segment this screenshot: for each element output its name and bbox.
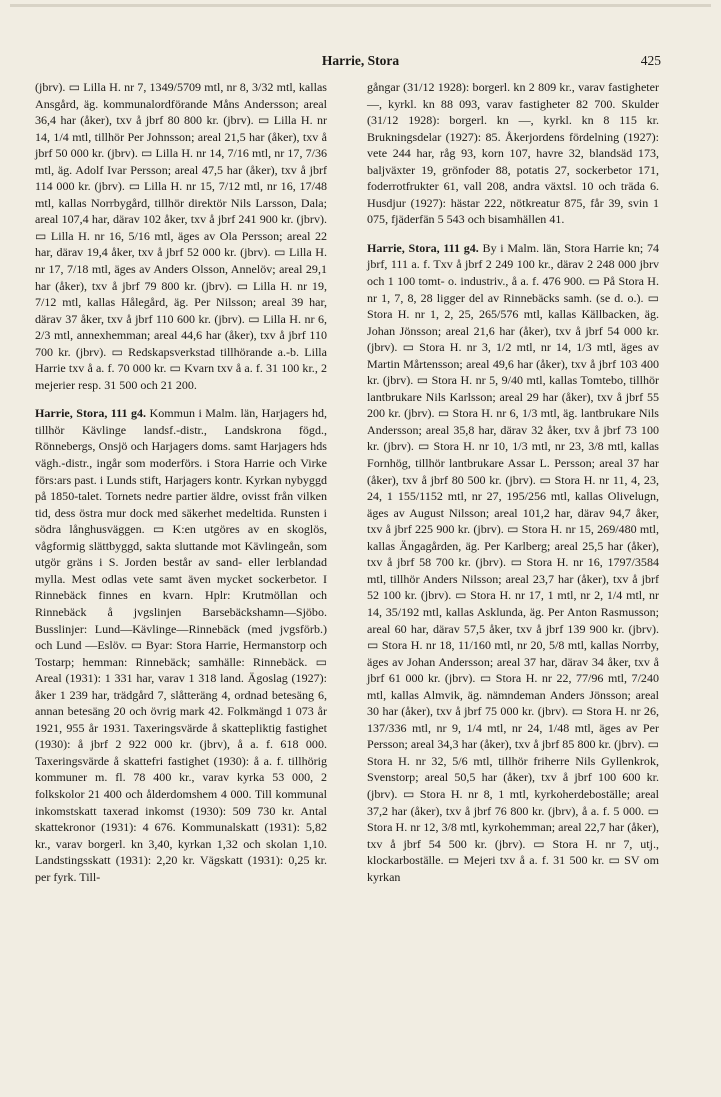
running-title: Harrie, Stora [321, 53, 400, 68]
entry-title-kommun: Harrie, Stora, 111 g4. [35, 406, 147, 421]
left-column [35, 79, 327, 885]
entry-body-by: By i Malm. län, Stora Harrie kn; 74 jbrf, 111 a. f. Txv å jbrf 2 249 100 kr., därav 2 248 000 jbrv och 1 100 tomt- o. industriv., å a. f. 476 900. ▭ På Stora H. nr 1, 7, 8, 28 ligger del av Rinnebäcks samh. (se d. o.). ▭ Stora H. nr 1, 2, 25, 265/576 mtl, kallas Källbacken, äg. Johan Jönsson; areal 21,6 har (åker), txv å jbrf 54 000 kr. (jbrv). ▭ Stora H. nr 3, 1/2 mtl, nr 14, 1/3 mtl, äges av Martin Mårtensson; areal 49,6 har (åker), txv å jbrf 103 400 kr. (jbrv). ▭ Stora H. nr 5, 9/40 mtl, kallas Tomtebo, tillhör lantbrukare Nils Karlsson; areal 29 har (åker), txv å jbrf 55 200 kr. (jbrv). ▭ Stora H. nr 6, 1/3 mtl, äg. lantbrukare Nils Andersson; areal 35,8 har, därav 32 åker, txv å jbrf 73 100 kr. (jbrv). ▭ Stora H. nr 10, 1/3 mtl, nr 23, 3/8 mtl, kallas Fornhög, tillhör lantbrukare Assar L. Persson; areal 37 har (åker), txv å jbrf 80 500 kr. (jbrv). ▭ Stora H. nr 11, 4, 23, 24, 1 155/1152 mtl, nr 27, 195/256 mtl, kallas Olivelugn, äges av August Nilsson; areal 101,2 har, därav 94,7 åker, txv å jbrf 225 900 kr. (jbrv). ▭ Stora H. nr 15, 269/480 mtl, kallas Ängagården, äg. Per Karlberg; areal 25,5 har (åker), txv å jbrf 58 700 kr. (jbrv). ▭ Stora H. nr 16, 1797/3584 mtl, tillhör Anders Nilsson; areal 23,7 har (åker), txv å jbrf 52 100 kr. (jbrv). ▭ Stora H. nr 17, 1 mtl, nr 2, 1/4 mtl, nr 14, 35/192 mtl, kallas Asklunda, äg. Per Anton Rasmusson; areal 60 har, därav 57,5 åker, txv å jbrf 139 900 kr. (jbrv). ▭ Stora H. nr 18, 11/160 mtl, nr 20, 5/8 mtl, kallas Norrby, äges av Johan Andersson; areal 37 har, därav 34 åker, txv å jbrf 61 000 kr. (jbrv). ▭ Stora H. nr 22, 77/96 mtl, 7/240 mtl, kallas Almvik, äg. nämndeman Anders Jönsson; areal 30 har (åker), txv å jbrf 75 000 kr. (jbrv). ▭ Stora H. nr 26, 137/336 mtl, nr 9, 1/4 mtl, nr 24, 1/48 mtl, äges av Per Persson; areal 34,3 har (åker), txv å jbrf 85 800 kr. (jbrv). ▭ Stora H. nr 32, 5/6 mtl, tillhör friherre Nils Gyllenkrok, Svenstorp; areal 50,5 har (åker), txv å jbrf 100 600 kr. (jbrv). ▭ Stora H. nr 8, 1 mtl, kyrkoherdeboställe; areal 37,2 har (åker), txv å jbrf 76 800 kr. (jbrv), å a. f. 5 000. ▭ Stora H. nr 12, 3/8 mtl, kyrkohemman; areal 22,7 har (åker), txv å jbrf 54 500 kr. (jbrv). ▭ Stora H. nr 7, utj., klockarboställe. ▭ Mejeri txv å a. f. 31 500 kr. ▭ SV om kyrkan [367, 240, 660, 884]
left-entry-kommun [35, 405, 327, 885]
right-column [367, 79, 659, 885]
right-paragraph-continuation: gångar (31/12 1928): borgerl. kn 2 809 kr., varav fastigheter —, kyrkl. kn 88 093, varav fastigheter 82 700. Skulder (31/12 1928): borgerl. kn —, kyrkl. kn 8 115 kr. Brukningsdelar (1927): 85. Åkerjordens fördelning (1927): vete 244 har, råg 93, korn 107, havre 32, blandsäd 173, baljväxter 19, grönfoder 88, potatis 27, sockerbetor 171, foderrotfrukter 61, vall 208, andra växtsl. 10 och träda 6. Husdjur (1927): hästar 222, nötkreatur 875, får 39, svin 1 075, fjäderfän 5 543 och bisamhällen 41. [367, 80, 659, 227]
right-entry-by [367, 240, 659, 885]
running-header [0, 53, 721, 71]
page-number: 425 [640, 53, 661, 68]
entry-title-by: Harrie, Stora, 111 g4. [367, 240, 479, 255]
left-paragraph-continuation: (jbrv). ▭ Lilla H. nr 7, 1349/5709 mtl, nr 8, 3/32 mtl, kallas Ansgård, äg. kommunalordförande Måns Andersson; areal 36,4 har (åker), txv å jbrf 80 800 kr. (jbrv). ▭ Lilla H. nr 14, 1/4 mtl, tillhör Per Johnsson; areal 21,5 har (åker), txv å jbrf 50 000 kr. (jbrv). ▭ Lilla H. nr 14, 7/16 mtl, nr 17, 7/36 mtl, äg. Adolf Ivar Persson; areal 47,5 har (åker), txv å jbrf 114 000 kr. (jbrv). ▭ Lilla H. nr 15, 7/12 mtl, nr 16, 17/48 mtl, kallas Norrbygård, tillhör direktör Nils Larsson, Dala; areal 107,4 har, därav 102 åker, txv å jbrf 241 900 kr. (jbrv). ▭ Lilla H. nr 16, 5/16 mtl, äges av Ola Persson; areal 22 har, därav 19,4 åker, txv å jbrf 52 000 kr. (jbrv). ▭ Lilla H. nr 17, 7/18 mtl, äges av Anders Olsson, Annelöv; areal 29,1 har (åker), txv å jbrf 79 800 kr. (jbrv). ▭ Lilla H. nr 19, 7/12 mtl, kallas Hålegård, äg. Per Nilsson; areal 39 har, därav 37 åker, txv å jbrf 110 600 kr. (jbrv). ▭ Lilla H. nr 6, 2/3 mtl, annexhemman; areal 44,6 har (åker), txv å jbrf 110 700 kr. (jbrv). ▭ Redskapsverkstad tillhörande a.-b. Lilla Harrie txv å a. f. 70 000 kr. ▭ Kvarn txv å a. f. 31 100 kr., 2 mejerier resp. 31 500 och 21 200. [35, 80, 327, 392]
entry-body-kommun: Kommun i Malm. län, Harjagers hd, tillhör Kävlinge landsf.-distr., Landskrona fögd., Rönnebergs, Onsjö och Harjagers doms. samt Harjagers hds vägh.-distr., ingår som moderförs. i Stora Harrie och Virke förs:ars past. i Lunds stift, Harjagers kontr. Kyrkan nybyggd på 1850-talet. Tornets nedre partier äldre, ovisst från vilken tid, dess östra mur dock med säkerhet medeltida. Runsten i södra långhusväggen. ▭ K:en utgöres av en skoglös, vågformig slättbyggd, sakta sluttande mot Kävlingeån, som utgör gräns i S. Jorden består av sand- eller lerblandad mylla. Mest odlas vete samt även mycket sockerbetor. I Rinnebäck finnes en kvarn. Hplr: Krutmöllan och Rinnebäck å jvgslinjen Barsebäckshamn—Sjöbo. Busslinjer: Lund—Kävlinge—Rinnebäck (med jvgsförb.) och Lund —Eslöv. ▭ Byar: Stora Harrie, Hermanstorp och Tostarp; hemman: Rinnebäck; samhälle: Rinnebäck. ▭ Areal (1931): 1 331 har, varav 1 318 land. Ägoslag (1927): åker 1 239 har, trädgård 7, slåtteräng 4, ordnad betesäng 6, annan betesäng 20 och övrig mark 42. Folkmängd 1 073 år 1921, 955 år 1931. Taxeringsvärde å skattepliktig fastighet (1930): å jbrf 2 922 000 kr. (jbrv), å a. f. 618 000. Taxeringsvärde å skattefri fastighet (1930): å a. f. tillhörig kommuner m. fl. 78 400 kr., varav kyrka 53 000, 2 folkskolor 21 400 och ålderdomshem 4 000. Till kommunal inkomstskatt taxerad inkomst (1930): 509 730 kr. Antal skattekronor (1931): 4 676. Kommunalskatt (1931): 5,82 kr., varav borgerl. kn 3,40, kyrkan 1,32 och skolan 1,10. Landstingsskatt (1931): 2,20 kr. Vägskatt (1931): 0,25 kr. per fyrk. Till- [35, 406, 328, 884]
top-edge-rule [10, 4, 711, 7]
